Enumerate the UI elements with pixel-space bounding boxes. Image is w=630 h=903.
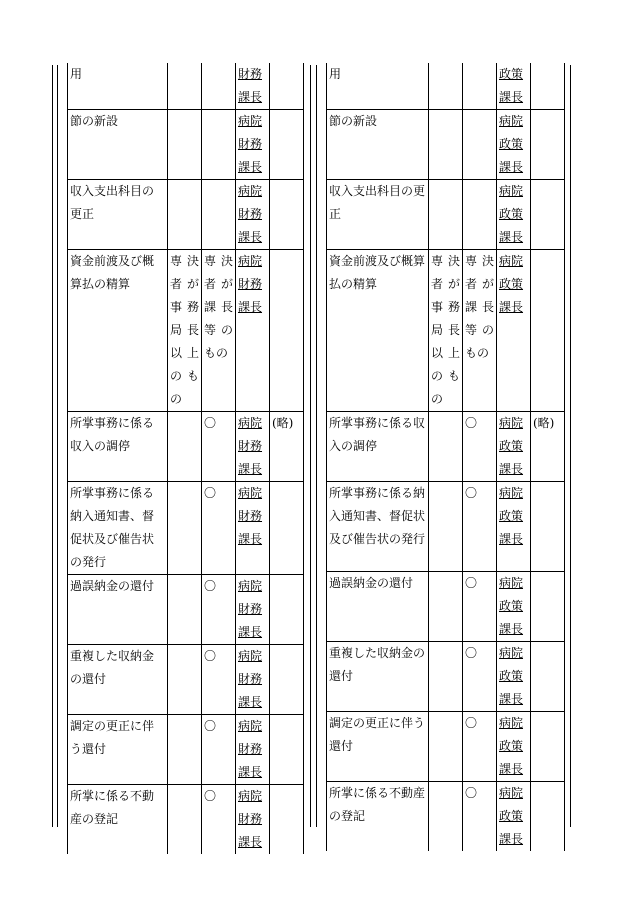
right-approver-cell-text: 病院政策課長: [499, 486, 524, 546]
left-condition-cell: [168, 715, 202, 785]
right-approver-cell: [497, 412, 531, 482]
left-condition-cell-text: 〇: [204, 416, 217, 430]
left-item-cell-text: 所掌に係る不動産の登記: [70, 789, 155, 826]
right-condition-cell: [463, 572, 497, 642]
right-condition-cell-text: 〇: [465, 716, 478, 730]
left-item-cell: [68, 250, 168, 412]
left-table-row: [68, 63, 304, 110]
right-item-cell: [327, 712, 429, 782]
left-condition-cell: [202, 63, 236, 110]
center-divider-left: [310, 65, 311, 827]
right-condition-cell: [429, 642, 463, 712]
right-approver-cell-text: 病院政策課長: [499, 716, 524, 776]
left-note-cell: [270, 575, 304, 645]
left-condition-cell: [168, 412, 202, 482]
right-table-row: [327, 110, 565, 180]
right-item-cell-text: 所掌に係る不動産の登記: [329, 786, 426, 823]
right-item-cell: [327, 412, 429, 482]
left-condition-cell: [168, 575, 202, 645]
right-item-cell-text: 重複した収納金の還付: [329, 646, 426, 683]
left-table-row: [68, 412, 304, 482]
left-delegation-table: [67, 63, 304, 854]
right-note-cell: [531, 782, 565, 852]
right-item-cell-text: 収入支出科目の更正: [329, 184, 426, 221]
left-item-cell: [68, 785, 168, 855]
right-condition-cell: [463, 712, 497, 782]
left-item-cell-text: 重複した収納金の還付: [70, 649, 155, 686]
right-item-cell-text: 所掌事務に係る収入の調停: [329, 416, 426, 453]
right-condition-cell-text: 専決者が課長等のもの: [465, 254, 494, 360]
right-approver-cell: [497, 712, 531, 782]
left-item-cell-text: 資金前渡及び概算払の精算: [70, 254, 155, 291]
right-condition-cell: [429, 250, 463, 412]
left-item-cell-text: 調定の更正に伴う還付: [70, 719, 155, 756]
right-table-row: [327, 782, 565, 852]
left-condition-cell: [168, 645, 202, 715]
right-condition-cell: [429, 712, 463, 782]
left-approver-cell: [236, 180, 270, 250]
left-table-row: [68, 250, 304, 412]
left-item-cell-text: 節の新設: [70, 114, 119, 128]
right-condition-cell: [429, 782, 463, 852]
right-item-cell-text: 所掌事務に係る納入通知書、督促状及び催告状の発行: [329, 486, 426, 546]
left-condition-cell: [202, 482, 236, 575]
left-item-cell: [68, 715, 168, 785]
left-condition-cell: [168, 250, 202, 412]
right-note-cell-text: (略): [533, 416, 555, 430]
right-approver-cell: [497, 180, 531, 250]
left-item-cell: [68, 180, 168, 250]
right-approver-cell-text: 病院政策課長: [499, 576, 524, 636]
left-condition-cell-text: 〇: [204, 579, 217, 593]
right-table-row: [327, 180, 565, 250]
right-item-cell: [327, 250, 429, 412]
left-table-row: [68, 575, 304, 645]
right-item-cell-text: 過誤納金の還付: [329, 576, 414, 590]
outer-border-left: [52, 65, 53, 827]
right-item-cell-text: 調定の更正に伴う還付: [329, 716, 426, 753]
right-item-cell: [327, 572, 429, 642]
right-table-row: [327, 572, 565, 642]
left-table-row: [68, 715, 304, 785]
right-condition-cell: [429, 412, 463, 482]
left-approver-cell-text: 病院財務課長: [238, 649, 263, 709]
right-condition-cell: [429, 180, 463, 250]
left-approver-cell-text: 病院財務課長: [238, 184, 263, 244]
left-condition-cell: [168, 110, 202, 180]
right-approver-cell-text: 病院政策課長: [499, 416, 524, 476]
right-approver-cell: [497, 482, 531, 572]
left-table-row: [68, 110, 304, 180]
right-condition-cell: [463, 782, 497, 852]
left-condition-cell-text: 専決者が課長等のもの: [204, 254, 233, 360]
right-table-row: [327, 412, 565, 482]
left-item-cell: [68, 412, 168, 482]
left-approver-cell-text: 病院財務課長: [238, 719, 263, 779]
left-note-cell: [270, 110, 304, 180]
left-condition-cell: [202, 575, 236, 645]
right-condition-cell: [463, 63, 497, 110]
right-approver-cell: [497, 63, 531, 110]
right-approver-cell-text: 病院政策課長: [499, 254, 524, 314]
right-condition-cell: [429, 63, 463, 110]
left-note-cell: [270, 250, 304, 412]
right-approver-cell-text: 政策課長: [499, 67, 524, 104]
left-note-cell: [270, 785, 304, 855]
right-item-cell: [327, 482, 429, 572]
right-condition-cell-text: 〇: [465, 486, 478, 500]
right-approver-cell: [497, 572, 531, 642]
left-approver-cell: [236, 482, 270, 575]
right-condition-cell-text: 〇: [465, 786, 478, 800]
left-approver-cell-text: 病院財務課長: [238, 254, 263, 314]
right-approver-cell: [497, 782, 531, 852]
right-table-row: [327, 642, 565, 712]
right-condition-cell: [463, 180, 497, 250]
left-approver-cell: [236, 575, 270, 645]
left-approver-cell-text: 病院財務課長: [238, 486, 263, 546]
left-condition-cell-text: 〇: [204, 719, 217, 733]
left-item-cell: [68, 645, 168, 715]
left-approver-cell-text: 病院財務課長: [238, 789, 263, 849]
right-item-cell: [327, 180, 429, 250]
left-item-cell-text: 収入支出科目の更正: [70, 184, 155, 221]
left-note-cell: [270, 180, 304, 250]
outer-border-right: [570, 65, 571, 827]
left-approver-cell: [236, 715, 270, 785]
right-condition-cell: [463, 110, 497, 180]
left-condition-cell-text: 〇: [204, 789, 217, 803]
right-condition-cell: [429, 110, 463, 180]
left-item-cell-text: 所掌事務に係る収入の調停: [70, 416, 155, 453]
right-item-cell: [327, 782, 429, 852]
left-item-cell: [68, 110, 168, 180]
left-condition-cell: [202, 715, 236, 785]
left-note-cell: [270, 715, 304, 785]
left-condition-cell: [202, 180, 236, 250]
right-condition-cell: [463, 482, 497, 572]
left-item-cell: [68, 482, 168, 575]
left-condition-cell: [202, 110, 236, 180]
right-condition-cell: [429, 572, 463, 642]
left-table-row: [68, 482, 304, 575]
left-approver-cell: [236, 250, 270, 412]
right-table-row: [327, 250, 565, 412]
right-item-cell-text: 資金前渡及び概算払の精算: [329, 254, 426, 291]
left-approver-cell: [236, 645, 270, 715]
right-note-cell: [531, 110, 565, 180]
right-approver-cell-text: 病院政策課長: [499, 646, 524, 706]
right-condition-cell: [463, 250, 497, 412]
right-condition-cell-text: 〇: [465, 646, 478, 660]
left-item-cell: [68, 575, 168, 645]
left-note-cell: [270, 482, 304, 575]
left-note-cell-text: (略): [272, 416, 294, 430]
right-note-cell: [531, 572, 565, 642]
right-condition-cell-text: 〇: [465, 576, 478, 590]
left-condition-cell: [202, 645, 236, 715]
right-note-cell: [531, 180, 565, 250]
left-condition-cell: [202, 250, 236, 412]
right-note-cell: [531, 63, 565, 110]
right-condition-cell: [429, 482, 463, 572]
right-item-cell: [327, 642, 429, 712]
right-item-cell: [327, 110, 429, 180]
left-condition-cell: [168, 482, 202, 575]
right-approver-cell-text: 病院政策課長: [499, 184, 524, 244]
right-item-cell: [327, 63, 429, 110]
left-note-cell: [270, 412, 304, 482]
left-item-cell-text: 過誤納金の還付: [70, 579, 155, 593]
left-condition-cell: [168, 785, 202, 855]
left-condition-cell-text: 専決者が事務局長以上のもの: [170, 254, 199, 406]
right-table-row: [327, 482, 565, 572]
right-approver-cell-text: 病院政策課長: [499, 114, 524, 174]
left-condition-cell: [168, 63, 202, 110]
right-note-cell: [531, 712, 565, 782]
inner-border-left: [57, 65, 58, 827]
right-item-cell-text: 節の新設: [329, 114, 378, 128]
left-approver-cell-text: 財務課長: [238, 67, 263, 104]
left-item-cell-text: 所掌事務に係る納入通知書、督促状及び催告状の発行: [70, 486, 155, 569]
right-note-cell: [531, 412, 565, 482]
left-condition-cell: [168, 180, 202, 250]
left-item-cell: [68, 63, 168, 110]
right-approver-cell: [497, 642, 531, 712]
right-approver-cell: [497, 250, 531, 412]
left-item-cell-text: 用: [70, 67, 83, 81]
left-condition-cell: [202, 412, 236, 482]
right-table-row: [327, 63, 565, 110]
left-approver-cell-text: 病院財務課長: [238, 114, 263, 174]
left-table-row: [68, 645, 304, 715]
right-condition-cell: [463, 412, 497, 482]
right-note-cell: [531, 642, 565, 712]
center-divider-right: [316, 65, 317, 827]
left-approver-cell: [236, 63, 270, 110]
right-condition-cell-text: 専決者が事務局長以上のもの: [431, 254, 460, 406]
right-approver-cell-text: 病院政策課長: [499, 786, 524, 846]
left-approver-cell-text: 病院財務課長: [238, 579, 263, 639]
left-approver-cell: [236, 110, 270, 180]
right-note-cell: [531, 250, 565, 412]
left-condition-cell-text: 〇: [204, 486, 217, 500]
right-table-row: [327, 712, 565, 782]
left-table-row: [68, 180, 304, 250]
right-note-cell: [531, 482, 565, 572]
left-table-row: [68, 785, 304, 855]
right-condition-cell-text: 〇: [465, 416, 478, 430]
right-delegation-table: [326, 63, 565, 851]
left-note-cell: [270, 63, 304, 110]
left-condition-cell-text: 〇: [204, 649, 217, 663]
left-approver-cell: [236, 412, 270, 482]
left-approver-cell: [236, 785, 270, 855]
right-item-cell-text: 用: [329, 67, 342, 81]
left-note-cell: [270, 645, 304, 715]
left-approver-cell-text: 病院財務課長: [238, 416, 263, 476]
right-approver-cell: [497, 110, 531, 180]
right-condition-cell: [463, 642, 497, 712]
left-condition-cell: [202, 785, 236, 855]
